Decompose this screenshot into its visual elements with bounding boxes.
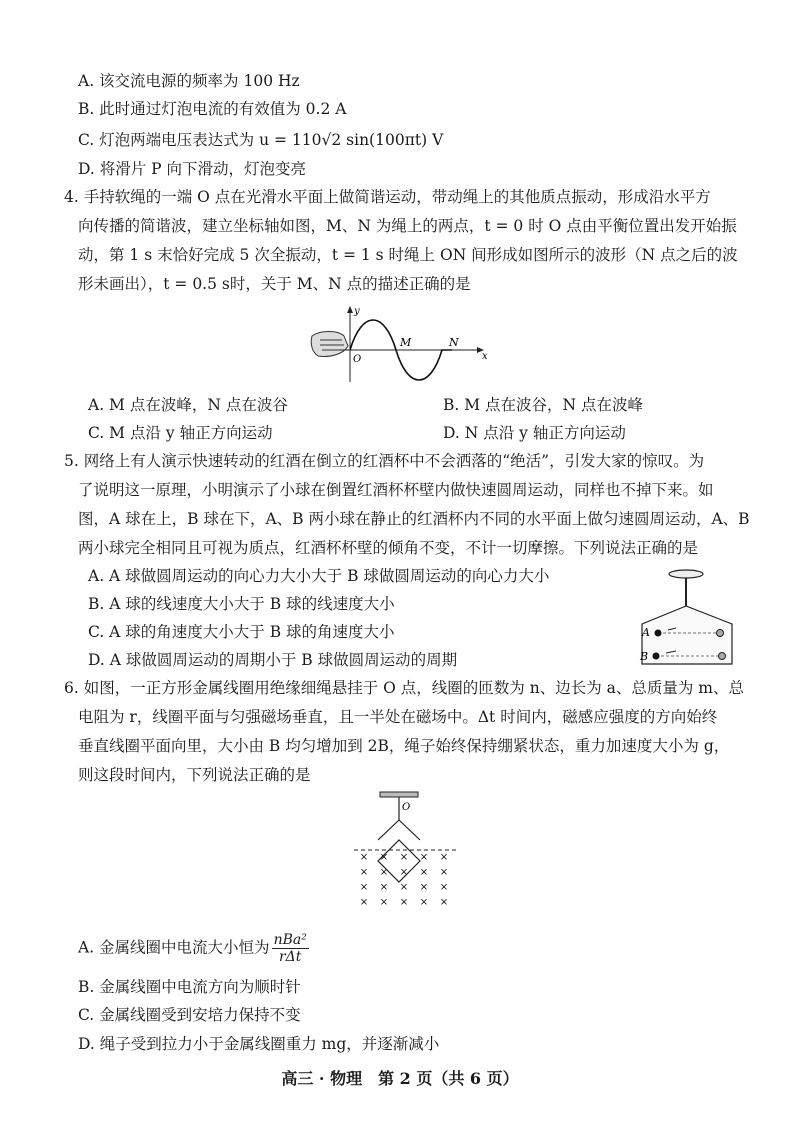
field-cross: × bbox=[359, 897, 369, 908]
q6-stem-line-4: 则这段时间内，下列说法正确的是 bbox=[78, 766, 311, 784]
q6-coil-figure bbox=[350, 790, 460, 908]
fraction-numerator: nBa² bbox=[273, 932, 307, 948]
field-cross: × bbox=[439, 867, 449, 878]
q4-option-d: D. N 点沿 y 轴正方向运动 bbox=[443, 424, 626, 442]
q5-option-c: C. A 球的角速度大小大于 B 球的角速度大小 bbox=[88, 623, 395, 641]
q5-stem-line-2: 了说明这一原理，小明演示了小球在倒置红酒杯杯壁内做快速圆周运动，同样也不掉下来。如 bbox=[78, 481, 714, 499]
q3-option-a: A. 该交流电源的频率为 100 Hz bbox=[78, 72, 300, 90]
field-cross: × bbox=[399, 867, 409, 878]
field-cross: × bbox=[379, 882, 389, 893]
point-m-label: M bbox=[400, 336, 412, 349]
q4-stem-line-2: 向传播的简谐波，建立坐标轴如图，M、N 为绳上的两点，t = 0 时 O 点由平衡位置出发开始振 bbox=[78, 217, 737, 235]
q5-option-d: D. A 球做圆周运动的周期小于 B 球做圆周运动的周期 bbox=[88, 651, 458, 669]
q3-option-d: D. 将滑片 P 向下滑动，灯泡变亮 bbox=[78, 160, 307, 178]
field-cross: × bbox=[419, 867, 429, 878]
y-axis-label: y bbox=[354, 306, 360, 317]
ball-b bbox=[653, 653, 660, 660]
x-axis-label: x bbox=[482, 351, 488, 362]
q4-wave-figure bbox=[300, 300, 500, 388]
fraction bbox=[272, 932, 309, 965]
q4-option-c: C. M 点沿 y 轴正方向运动 bbox=[88, 424, 273, 442]
label-a: A bbox=[642, 626, 650, 639]
field-cross: × bbox=[359, 882, 369, 893]
q5-wineglass-figure bbox=[636, 566, 740, 676]
q4-option-b: B. M 点在波谷，N 点在波峰 bbox=[443, 396, 644, 414]
q5-stem-line-1: 5. 网络上有人演示快速转动的红酒在倒立的红酒杯中不会洒落的“绝活”，引发大家的惊叹。为 bbox=[64, 452, 705, 470]
ball-a bbox=[655, 630, 662, 637]
field-cross: × bbox=[419, 882, 429, 893]
field-cross: × bbox=[439, 897, 449, 908]
q6-stem-line-3: 垂直线圈平面向里，大小由 B 均匀增加到 2B，绳子始终保持绷紧状态，重力加速度大小为 g， bbox=[78, 737, 730, 755]
field-cross: × bbox=[379, 852, 389, 863]
field-cross: × bbox=[419, 897, 429, 908]
label-b: B bbox=[640, 650, 649, 663]
q3-option-b: B. 此时通过灯泡电流的有效值为 0.2 A bbox=[78, 100, 347, 118]
point-n-label: N bbox=[449, 336, 459, 349]
hand-icon bbox=[311, 332, 348, 357]
field-cross: × bbox=[379, 867, 389, 878]
q6-stem-line-1: 6. 如图，一正方形金属线圈用绝缘细绳悬挂于 O 点，线圈的匝数为 n、边长为 a、总质量为 m、总 bbox=[64, 679, 744, 697]
q6-option-d: D. 绳子受到拉力小于金属线圈重力 mg，并逐渐减小 bbox=[78, 1035, 440, 1053]
ceiling bbox=[380, 792, 418, 797]
field-cross: × bbox=[379, 897, 389, 908]
field-cross: × bbox=[359, 852, 369, 863]
q6-option-a bbox=[78, 932, 309, 965]
field-cross: × bbox=[359, 867, 369, 878]
field-cross: × bbox=[439, 882, 449, 893]
q4-stem-line-4: 形未画出），t = 0.5 s时，关于 M、N 点的描述正确的是 bbox=[78, 275, 471, 293]
q6-option-b: B. 金属线圈中电流方向为顺时针 bbox=[78, 978, 301, 996]
origin-label: O bbox=[353, 354, 362, 365]
q4-stem-line-3: 动，第 1 s 末恰好完成 5 次全振动，t = 1 s 时绳上 ON 间形成如图所示的波形（N 点之后的波 bbox=[78, 246, 738, 264]
field-cross: × bbox=[439, 852, 449, 863]
field-cross: × bbox=[419, 852, 429, 863]
q6-option-c: C. 金属线圈受到安培力保持不变 bbox=[78, 1006, 301, 1024]
q5-stem-line-4: 两小球完全相同且可视为质点，红酒杯杯壁的倾角不变，不计一切摩擦。下列说法正确的是 bbox=[78, 539, 699, 557]
q5-stem-line-3: 图，A 球在上，B 球在下，A、B 两小球在静止的红酒杯内不同的水平面上做匀速圆周运动，A、B bbox=[78, 510, 750, 528]
q6-option-a-prefix: A. 金属线圈中电流大小恒为 bbox=[78, 938, 270, 957]
field-cross: × bbox=[399, 897, 409, 908]
q3-option-c: C. 灯泡两端电压表达式为 u = 110√2 sin(100πt) V bbox=[78, 131, 444, 149]
glass-base bbox=[669, 570, 703, 578]
field-cross: × bbox=[399, 882, 409, 893]
q4-option-a: A. M 点在波峰，N 点在波谷 bbox=[88, 396, 288, 414]
q5-option-a: A. A 球做圆周运动的向心力大小大于 B 球做圆周运动的向心力大小 bbox=[88, 567, 550, 585]
q6-stem-line-2: 电阻为 r，线圈平面与匀强磁场垂直，且一半处在磁场中。Δt 时间内，磁感应强度的方向始终 bbox=[78, 708, 718, 726]
point-o-label: O bbox=[402, 802, 411, 813]
q5-option-b: B. A 球的线速度大小大于 B 球的线速度大小 bbox=[88, 595, 395, 613]
field-cross: × bbox=[399, 852, 409, 863]
page-footer: 高三 · 物理 第 2 页（共 6 页） bbox=[281, 1069, 519, 1088]
magnetic-field-crosses bbox=[360, 852, 448, 908]
q4-stem-line-1: 4. 手持软绳的一端 O 点在光滑水平面上做简谐运动，带动绳上的其他质点振动，形成沿水平方 bbox=[64, 188, 711, 206]
fraction-denominator: rΔt bbox=[278, 949, 302, 965]
